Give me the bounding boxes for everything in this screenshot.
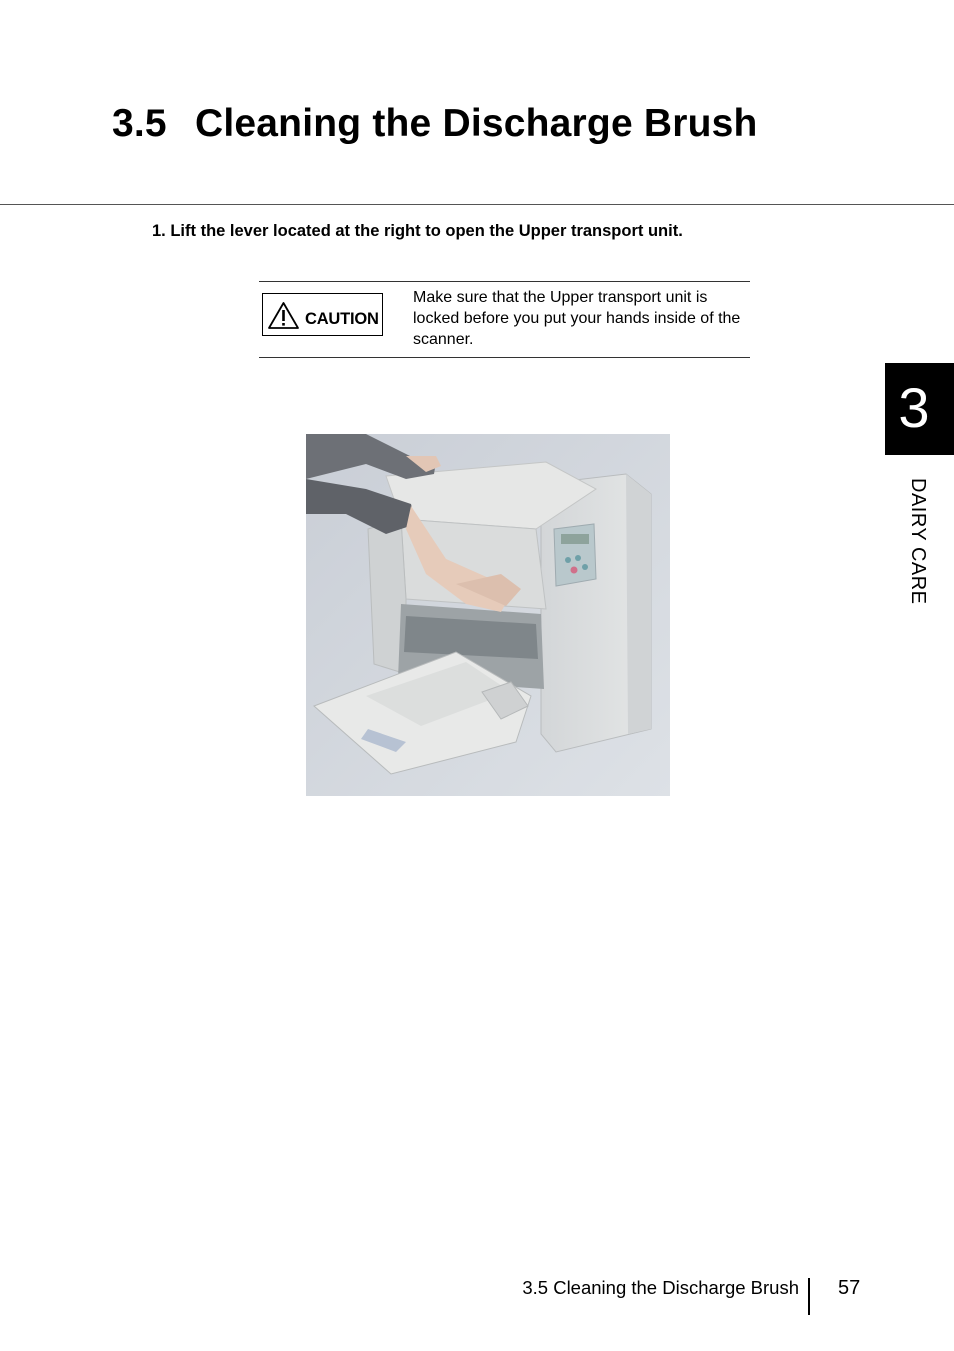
chapter-side-label: DAIRY CARE — [907, 478, 929, 605]
step-instruction: 1. Lift the lever located at the right to open the Upper transport unit. — [152, 222, 683, 240]
warning-triangle-icon — [267, 301, 300, 330]
caution-badge — [262, 293, 383, 336]
page-title — [112, 102, 758, 146]
caution-label: CAUTION — [305, 310, 379, 328]
footer-section-title: 3.5 Cleaning the Discharge Brush — [522, 1277, 799, 1298]
section-number: 3.5 — [112, 102, 167, 145]
header-divider — [0, 204, 954, 205]
caution-message: Make sure that the Upper transport unit is locked before you put your hands inside of the scanner. — [413, 289, 741, 348]
caution-note — [259, 281, 750, 358]
scanner-photo — [306, 434, 670, 796]
page-number: 57 — [838, 1277, 861, 1299]
chapter-tab — [885, 363, 954, 455]
section-title: Cleaning the Discharge Brush — [195, 102, 758, 145]
footer-divider — [808, 1278, 810, 1315]
chapter-number: 3 — [898, 376, 930, 439]
